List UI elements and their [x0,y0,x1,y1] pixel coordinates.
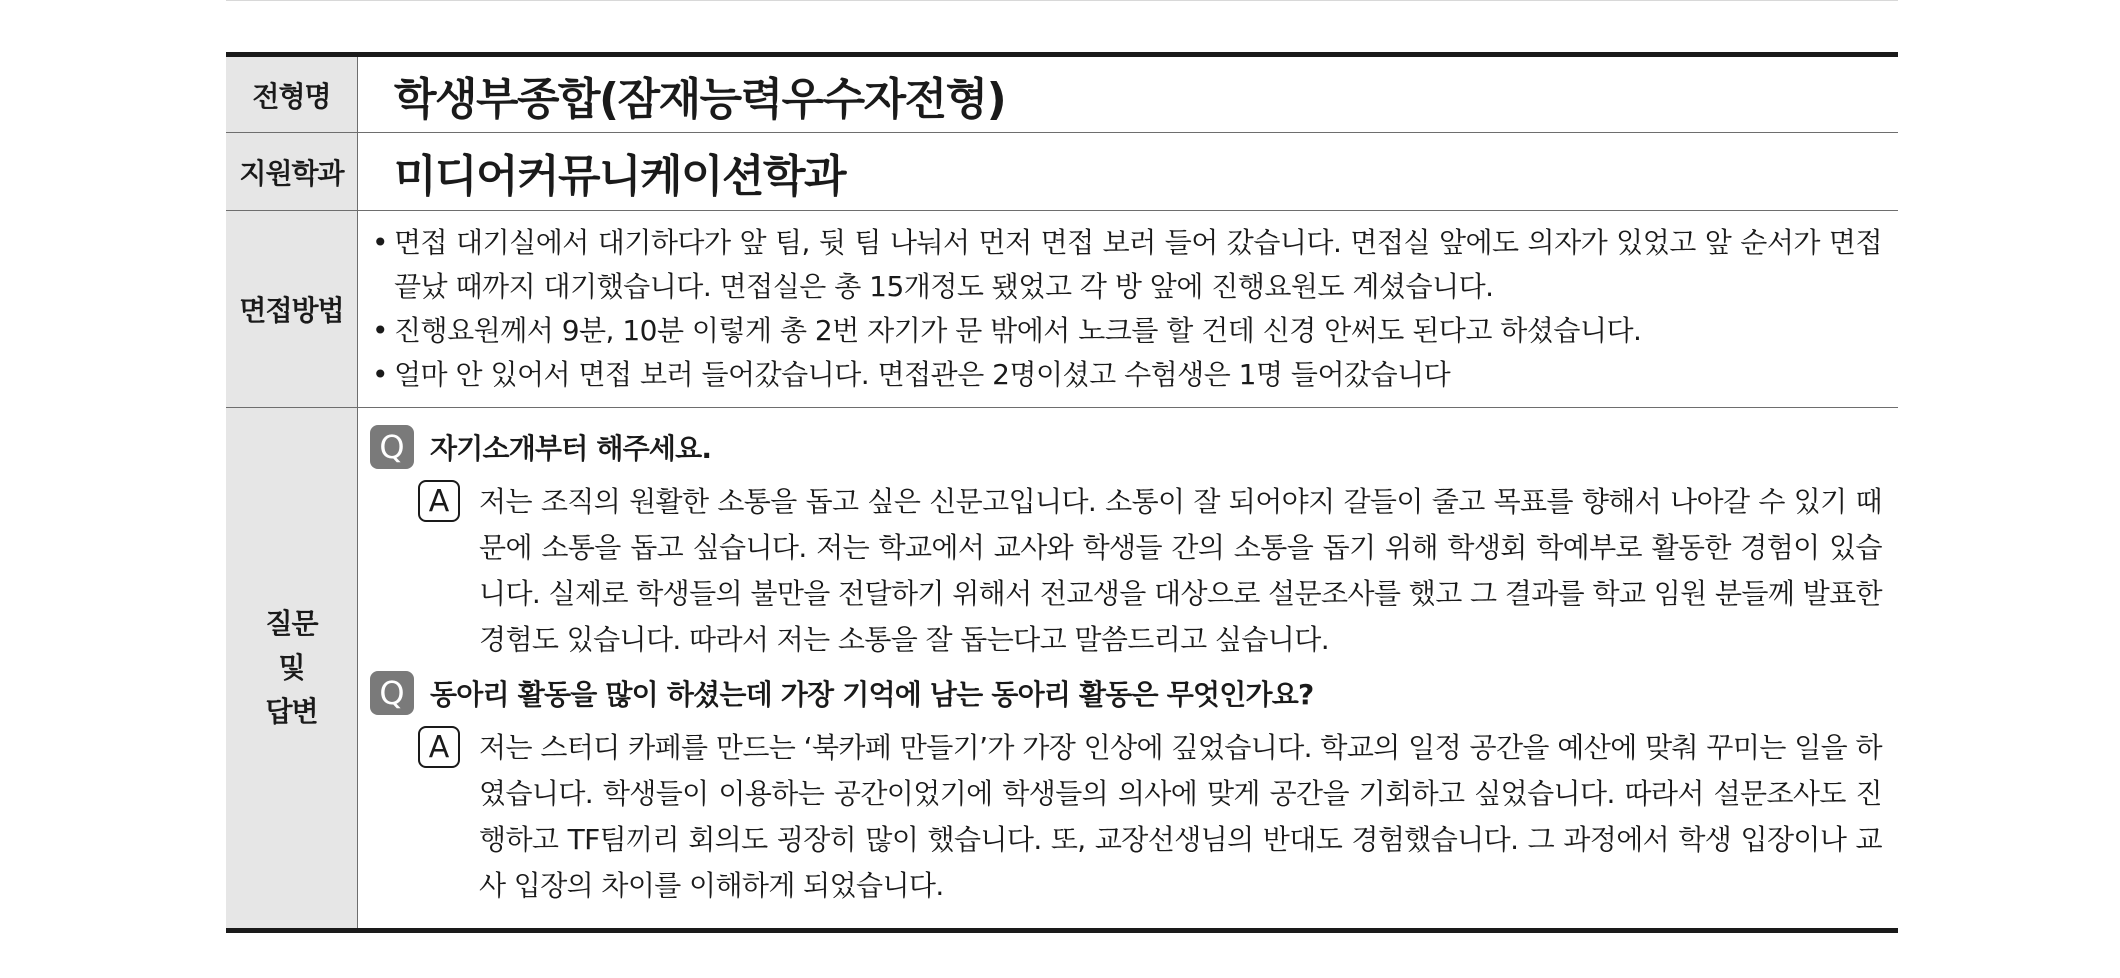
answer-item [418,479,1882,663]
top-divider [226,0,1898,1]
interview-method-cell [358,211,1899,408]
qa-label-line: 및 [278,651,305,684]
answer-text: 저는 스터디 카페를 만드는 ‘북카페 만들기’가 가장 인상에 깊었습니다. 학교의 일정 공간을 예산에 맞춰 꾸미는 일을 하였습니다. 학생들이 이용하는 공간이었기에 학생들의 의사에 맞게 공간을 기회하고 싶었습니다. 따라서 설문조사도 진행하고 TF팀끼리 회의도 굉장히 많이 했습니다. 또, 교장선생님의 반대도 경험했습니다. 그 과정에서 학생 입장이나 교사 입장의 차이를 이해하게 되었습니다. [479,731,1882,902]
question-item [370,425,1882,469]
department-cell [358,133,1899,211]
qa-label [226,408,358,931]
answer-badge-icon: A [418,726,460,768]
admission-type-row [226,55,1898,133]
interview-record-table [226,52,1898,933]
answer-item [418,725,1882,909]
qa-cell [358,408,1899,931]
interview-method-item: • 진행요원께서 9분, 10분 이렇게 총 2번 자기가 문 밖에서 노크를 할 건데 신경 안써도 된다고 하셨습니다. [370,309,1882,353]
qa-label-line: 답변 [265,695,318,728]
interview-method-row [226,211,1898,408]
question-badge-icon: Q [370,671,414,715]
interview-method-label: 면접방법 [226,211,358,408]
admission-type-cell [358,55,1899,133]
interview-method-item: • 얼마 안 있어서 면접 보러 들어갔습니다. 면접관은 2명이셨고 수험생은 1명 들어갔습니다 [370,353,1882,397]
admission-type-label: 전형명 [226,55,358,133]
question-text: 자기소개부터 해주세요. [430,432,712,465]
admission-type-value: 학생부종합(잠재능력우수자전형) [394,73,1006,125]
department-label: 지원학과 [226,133,358,211]
answer-text: 저는 조직의 원활한 소통을 돕고 싶은 신문고입니다. 소통이 잘 되어야지 갈들이 줄고 목표를 향해서 나아갈 수 있기 때문에 소통을 돕고 싶습니다. 저는 학교에서 교사와 학생들 간의 소통을 돕기 위해 학생회 학예부로 활동한 경험이 있습니다. 실제로 학생들의 불만을 전달하기 위해서 전교생을 대상으로 설문조사를 했고 그 결과를 학교 임원 분들께 발표한 경험도 있습니다. 따라서 저는 소통을 잘 돕는다고 말씀드리고 싶습니다. [479,485,1882,656]
answer-badge-icon: A [418,480,460,522]
qa-label-line: 질문 [265,607,318,640]
department-row [226,133,1898,211]
interview-method-item: • 면접 대기실에서 대기하다가 앞 팀, 뒷 팀 나눠서 먼저 면접 보러 들어 갔습니다. 면접실 앞에도 의자가 있었고 앞 순서가 면접 끝났 때까지 대기했습니다. 면접실은 총 15개정도 됐었고 각 방 앞에 진행요원도 계셨습니다. [370,221,1882,309]
qa-row [226,408,1898,931]
interview-method-list [370,221,1882,397]
qa-list [370,411,1882,925]
question-text: 동아리 활동을 많이 하셨는데 가장 기억에 남는 동아리 활동은 무엇인가요? [430,678,1314,711]
question-badge-icon: Q [370,425,414,469]
department-value: 미디어커뮤니케이션학과 [394,150,846,202]
question-item [370,671,1882,715]
